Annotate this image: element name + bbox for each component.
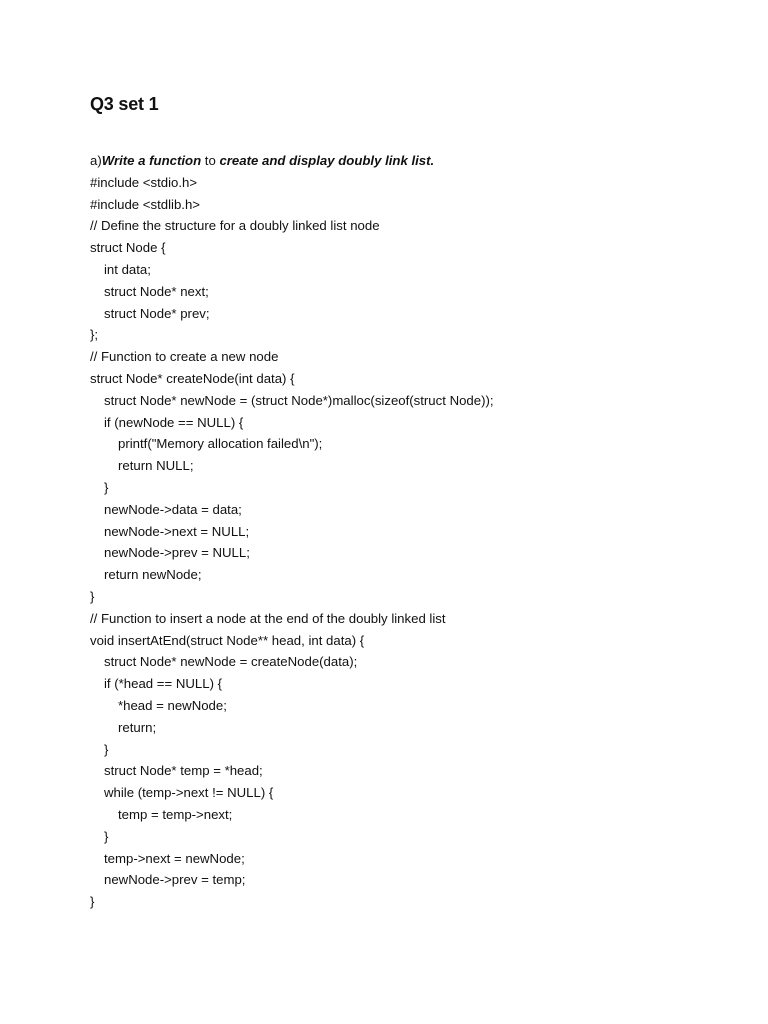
code-line: while (temp->next != NULL) { bbox=[104, 785, 274, 801]
code-line: void insertAtEnd(struct Node** head, int data) { bbox=[90, 632, 365, 648]
code-line: } bbox=[90, 894, 95, 910]
code-line: if (*head == NULL) { bbox=[104, 676, 223, 692]
question-prefix: a) bbox=[90, 153, 102, 168]
page-title: Q3 set 1 bbox=[90, 94, 159, 114]
code-line: } bbox=[104, 741, 109, 757]
code-comment: // Define the structure for a doubly linked list node bbox=[90, 218, 380, 234]
code-line: printf("Memory allocation failed\n"); bbox=[118, 436, 323, 452]
code-line: temp->next = newNode; bbox=[104, 850, 245, 866]
question-emphasis-2: create and display doubly link list. bbox=[219, 153, 435, 168]
code-line: return; bbox=[118, 719, 157, 735]
code-line: newNode->prev = temp; bbox=[104, 872, 246, 888]
code-line: } bbox=[104, 479, 109, 495]
code-line: int data; bbox=[104, 261, 151, 277]
code-line: newNode->next = NULL; bbox=[104, 523, 250, 539]
code-line: return NULL; bbox=[118, 458, 194, 474]
code-line: struct Node* next; bbox=[104, 283, 209, 299]
code-line: struct Node* prev; bbox=[104, 305, 210, 321]
code-line: struct Node* newNode = createNode(data); bbox=[104, 654, 358, 670]
question-line bbox=[90, 150, 750, 172]
code-line: if (newNode == NULL) { bbox=[104, 414, 244, 430]
code-line: struct Node* newNode = (struct Node*)malloc(sizeof(struct Node)); bbox=[104, 392, 494, 408]
code-line: #include <stdlib.h> bbox=[90, 196, 200, 212]
code-line: temp = temp->next; bbox=[118, 806, 233, 822]
code-line: struct Node* createNode(int data) { bbox=[90, 370, 295, 386]
question-connector: to bbox=[201, 153, 220, 168]
code-line: struct Node* temp = *head; bbox=[104, 763, 263, 779]
code-line: struct Node { bbox=[90, 240, 166, 256]
code-comment: // Function to insert a node at the end of the doubly linked list bbox=[90, 610, 446, 626]
question-emphasis-1: Write a function bbox=[101, 153, 202, 168]
code-line: } bbox=[90, 588, 95, 604]
code-line: newNode->prev = NULL; bbox=[104, 545, 250, 561]
document-body bbox=[90, 150, 750, 913]
code-line: } bbox=[104, 828, 109, 844]
code-line: }; bbox=[90, 327, 99, 343]
code-line: *head = newNode; bbox=[118, 697, 227, 713]
code-line: return newNode; bbox=[104, 567, 202, 583]
code-comment: // Function to create a new node bbox=[90, 349, 279, 365]
code-line: #include <stdio.h> bbox=[90, 174, 198, 190]
code-line: newNode->data = data; bbox=[104, 501, 242, 517]
